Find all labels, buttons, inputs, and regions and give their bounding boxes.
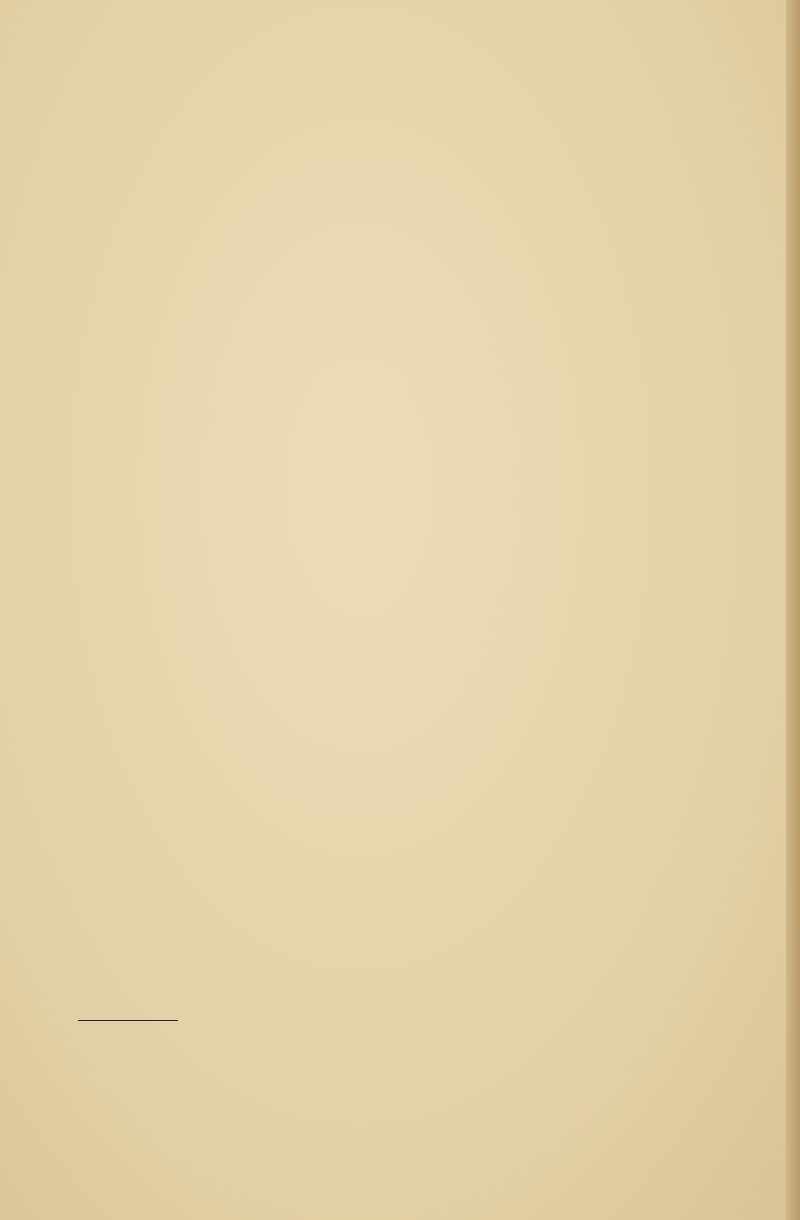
footnote-rule — [78, 1020, 178, 1021]
page-edge — [786, 0, 800, 1220]
